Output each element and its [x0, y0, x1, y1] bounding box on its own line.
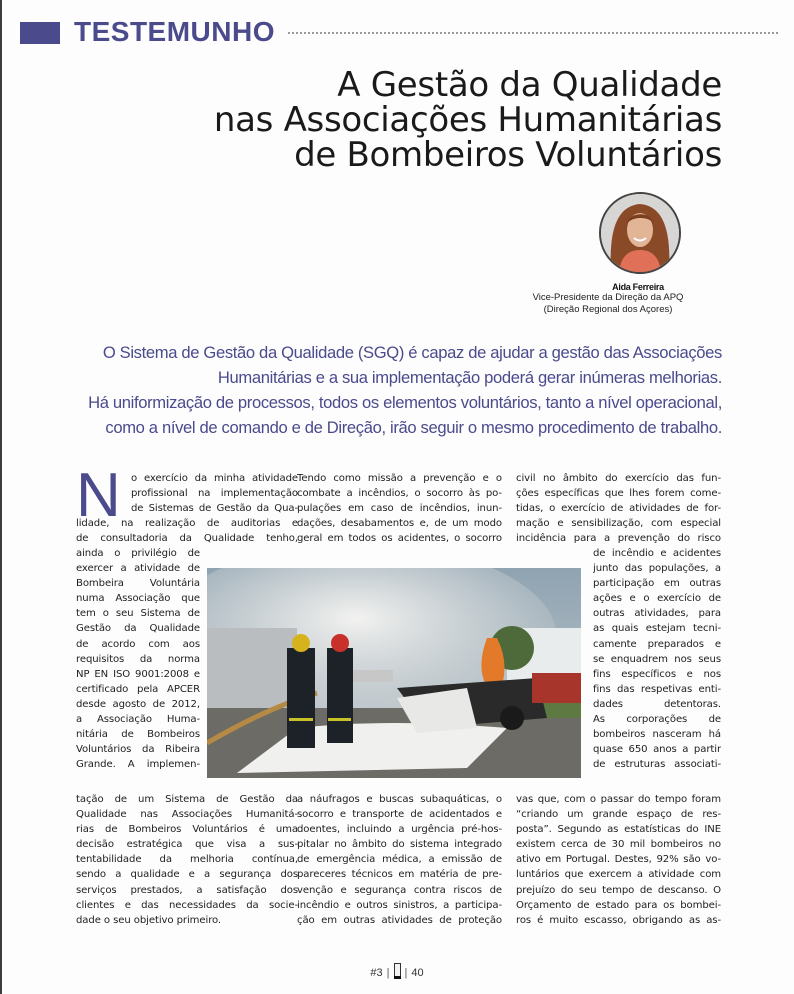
footer-separator: |: [404, 967, 408, 979]
col3-bottom: [516, 792, 721, 928]
text-line: fins específicos e nos: [593, 668, 721, 680]
text-line: camente preparados e: [593, 638, 721, 650]
section-title: TESTEMUNHO: [74, 16, 275, 47]
text-line: venção e segurança contra riscos de: [297, 884, 502, 896]
text-line: decisão estratégica que visa a sus-: [76, 839, 298, 851]
text-line: de consultadoria da Qualidade tenho,: [76, 533, 298, 545]
text-line: dades detentoras.: [593, 698, 721, 710]
col1-top-full: [76, 516, 298, 546]
title-line: de Bombeiros Voluntários: [294, 135, 722, 175]
text-line: Grande. A implemen-: [76, 759, 200, 771]
article-photo: [207, 568, 581, 778]
lead-paragraph: [82, 340, 722, 440]
dotted-rule: [288, 32, 778, 34]
section-marker: [20, 22, 60, 44]
text-line: sendo a qualidade e a segurança dos: [76, 869, 298, 881]
text-line: pitalar no âmbito do sistema integrado: [297, 839, 502, 851]
author-name: Aida Ferreira: [612, 282, 664, 292]
text-line: o exercício da minha atividade: [131, 473, 298, 484]
text-line: de Sistemas de Gestão da Qua-: [131, 503, 298, 515]
text-line: Gestão da Qualidade: [76, 623, 200, 635]
drop-cap: N: [76, 461, 121, 530]
col3-top: [516, 471, 721, 546]
text-line: ações e o exercício de: [593, 593, 721, 605]
text-line: Tendo como missão a prevenção e o: [297, 473, 502, 484]
page-footer: [0, 963, 794, 979]
text-line: de estruturas associati-: [593, 759, 721, 771]
section-header: [20, 18, 778, 50]
col2-bottom: [297, 792, 502, 928]
footer-separator: |: [386, 967, 390, 979]
text-line: de acordo com aos: [76, 638, 200, 650]
text-line: mação e sensibilização, com especial: [516, 518, 721, 530]
text-line: a náufragos e buscas subaquáticas, o: [297, 794, 502, 805]
text-line: civil no âmbito do exercício das fun-: [516, 473, 721, 484]
firefighters-photo: [207, 568, 581, 778]
text-line: dações, desabamentos e, de um modo: [297, 518, 502, 530]
text-line: profissional na implementação: [131, 488, 298, 500]
text-line: NP EN ISO 9001:2008 e: [76, 668, 200, 680]
author-block: [508, 282, 708, 316]
text-line: prejuízo do seu tempo de descanso. O: [516, 884, 721, 896]
text-line: ros é muito escasso, obrigando as as-: [516, 914, 721, 926]
page-number: 40: [411, 967, 424, 979]
issue-number: #3: [370, 967, 383, 979]
text-line: rias de Bombeiros Voluntários é uma: [76, 824, 298, 836]
text-line: existem cerca de 30 mil bombeiros no: [516, 839, 721, 851]
text-line: de incêndio e acidentes: [593, 548, 721, 559]
text-line: exercer a atividade de: [76, 563, 200, 575]
portrait-illustration: [601, 194, 679, 272]
text-line: numa Associação que: [76, 593, 200, 605]
text-line: Bombeira Voluntária: [76, 578, 200, 590]
text-line: Voluntários da Ribeira: [76, 744, 200, 756]
text-line: ções específicas que lhes forem come-: [516, 488, 721, 500]
col2-top: [297, 471, 502, 546]
text-line: posta”. Segundo as estatísticas do INE: [516, 824, 721, 836]
text-line: outras atividades, para: [593, 608, 721, 620]
text-line: luntários que exercem a atividade com: [516, 869, 721, 881]
article-title: [213, 65, 722, 175]
text-line: dade o seu objetivo primeiro.: [76, 914, 222, 926]
text-line: tentabilidade da melhoria contínua,: [76, 854, 298, 866]
text-line: participação em outras: [593, 578, 721, 590]
text-line: ainda o privilégio de: [76, 548, 200, 559]
text-line: as quais estejam tecni-: [593, 623, 721, 635]
magazine-logo-icon: [394, 963, 401, 978]
text-line: Qualidade nas Associações Humanitá-: [76, 809, 298, 821]
text-line: pareceres técnicos em matéria de pre-: [297, 869, 502, 881]
text-line: requisitos da norma: [76, 653, 200, 665]
text-line: tidas, o exercício de atividades de for-: [516, 503, 721, 515]
title-line: A Gestão da Qualidade: [337, 65, 722, 105]
text-line: desde agosto de 2012,: [76, 698, 200, 710]
text-line: se enquadrem nos seus: [593, 653, 721, 665]
text-line: ativo em Portugal. Destes, 92% são vo-: [516, 854, 721, 866]
col3-narrow: [593, 546, 721, 772]
text-line: vas que, com o passar do tempo foram: [516, 794, 721, 805]
text-line: “criando um grande espaço de res-: [516, 809, 721, 821]
text-line: combate a incêndios, o socorro às po-: [297, 488, 502, 500]
text-line: lidade, na realização de auditorias e: [76, 518, 298, 529]
text-line: As corporações de: [593, 714, 721, 726]
lead-line: Humanitárias e a sua implementação poderá gerar inúmeras melhorias.: [217, 368, 722, 387]
text-line: a Associação Huma-: [76, 714, 200, 726]
author-role: Vice-Presidente da Direção da APQ: [532, 292, 684, 303]
text-line: bombeiros nasceram há: [593, 729, 721, 741]
text-line: pulações em caso de incêndios, inun-: [297, 503, 502, 515]
text-line: de emergência médica, a emissão de: [297, 854, 502, 866]
text-line: incidência para a prevenção do risco: [516, 533, 721, 545]
col1-top-indented: [131, 471, 298, 516]
text-line: socorro e transporte de acidentados e: [297, 809, 502, 821]
text-line: Orçamento de estado para os bombei-: [516, 899, 721, 911]
text-line: quase 650 anos a partir: [593, 744, 721, 756]
text-line: certificado pela APCER: [76, 683, 200, 695]
author-photo: [599, 192, 681, 274]
text-line: nitária de Bombeiros: [76, 729, 200, 741]
lead-line: como a nível de comando e de Direção, irão seguir o mesmo procedimento de trabalho.: [105, 418, 722, 437]
text-line: incêndio e outros sinistros, a participa-: [297, 899, 502, 911]
author-region: (Direção Regional dos Açores): [543, 304, 673, 315]
text-line: tem o seu Sistema de: [76, 608, 200, 620]
text-line: junto das populações, a: [593, 563, 721, 575]
text-line: ção em outras atividades de proteção: [297, 914, 502, 926]
title-line: nas Associações Humanitárias: [213, 100, 722, 140]
text-line: doentes, incluindo a urgência pré-hos-: [297, 824, 502, 836]
col1-narrow: [76, 546, 200, 772]
lead-line: O Sistema de Gestão da Qualidade (SGQ) é capaz de ajudar a gestão das Associações: [102, 343, 722, 362]
text-line: serviços prestados, a satisfação dos: [76, 884, 298, 896]
col1-bottom: [76, 792, 298, 928]
lead-line: Há uniformização de processos, todos os elementos voluntários, tanto a nível operacional,: [88, 393, 722, 412]
text-line: clientes e das necessidades da socie-: [76, 899, 298, 911]
page-edge: [0, 0, 2, 994]
text-line: geral em todos os acidentes, o socorro: [297, 533, 502, 545]
text-line: tação de um Sistema de Gestão da: [76, 794, 298, 805]
text-line: fins das respetivas enti-: [593, 683, 721, 695]
